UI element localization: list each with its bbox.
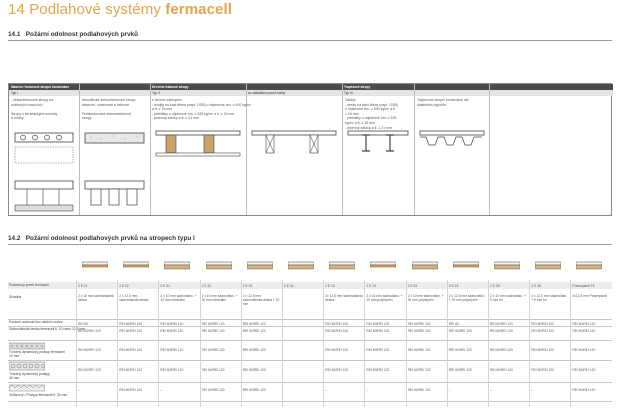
section-14-2-title (8, 235, 195, 242)
floor-element-drawing (247, 259, 273, 272)
table-cell-board: REI 60/REI 120 (490, 329, 513, 333)
table-cell-composition: 2 x 12,5 mm sádrovláknitá deska (119, 294, 149, 303)
row-divider (8, 382, 612, 383)
table-cell-base: – (160, 388, 163, 392)
floor-element-drawing (206, 259, 232, 272)
table-cell-board: REI 60/REI 120 (242, 329, 266, 333)
column-divider (489, 84, 490, 215)
table-cell-fill: REI 60/REI 120 (490, 368, 513, 372)
product-code: 2 E 36 (531, 284, 541, 288)
section-divider (8, 244, 612, 245)
table-cell-fire: REI 60/REI 120 (490, 322, 513, 326)
table-cell-rigid: REI 60/REI 120 (325, 348, 349, 352)
row-label-board: Sádrovláknitá deska fermacell tl. 10 nebo 12,5 mm (9, 327, 86, 331)
table-cell-fire: REI 60/REI 120 (160, 322, 184, 326)
timber-beam-drawing (250, 129, 338, 217)
col2-description: Monolitické železobetonové stropy deskové, vícenosné a žebrové Prefabrikované železobetonové stropy (82, 98, 136, 121)
table-cell-composition: 2 x 10 mm sádrovláknitá deska (78, 294, 114, 303)
header-trapezoid: Trapézové stropy (342, 84, 613, 90)
header-massive: Masivní / betonové stropní konstrukce (9, 84, 150, 90)
fire-resistance-table (8, 254, 612, 407)
table-cell-fill: REI 60/REI 120 (448, 368, 472, 372)
brand-name: fermacell (165, 1, 232, 18)
table-cell-rigid: REI 60/REI 120 (366, 348, 390, 352)
table-cell-fire: REI 60/REI 120 (531, 322, 555, 326)
table-cell-board: REI 60/REI 120 (407, 329, 431, 333)
column-divider (447, 280, 448, 407)
table-cell-composition: 2 x 12,5 mm sádrovlákn. + 9 mm fol. (531, 294, 568, 303)
table-cell-rigid: REI 60/REI 120 (572, 348, 596, 352)
col1-description: - železobetonové stropy na ocelových nosnících Stropy s keramickými nosníky a vložky (11, 98, 58, 121)
row-label-composition: Skladba (9, 295, 22, 299)
row-divider (8, 360, 612, 361)
table-cell-fire: REI 60 (448, 322, 459, 326)
table-cell-composition: 2 x 12,5 mm sádrovlákn. + 20 mm polystyrén (448, 294, 485, 303)
column-divider (79, 84, 80, 215)
table-cell-fire: REI 60/REI 120 (201, 322, 225, 326)
table-cell-base: – (78, 388, 80, 392)
section-heading: Požární odolnost podlahových prvků (25, 31, 138, 38)
column-divider (117, 280, 118, 407)
subheader-type-1: Typ I (9, 90, 150, 96)
product-code: 2 E 34 (284, 284, 294, 288)
floor-element-drawing (453, 259, 479, 272)
floor-element-drawing (288, 259, 314, 272)
chapter-number: 14 (8, 1, 25, 18)
trapezoid-sheet-drawing (418, 129, 486, 217)
column-divider (323, 280, 324, 407)
table-cell-fire: REI 60/REI 120 (407, 322, 431, 326)
table-cell-fire: REI 60 (78, 322, 89, 326)
column-divider (488, 280, 489, 407)
solid-slab-drawing (83, 129, 146, 217)
table-cell-fill: REI 60/REI 120 (407, 368, 431, 372)
row-label-product: Podlahový prvek fermacell (9, 283, 49, 287)
rigid-fill-icon (9, 342, 45, 350)
subheader-type-3: Typ III (342, 90, 613, 96)
table-cell-board: REI 60/REI 120 (78, 329, 101, 333)
table-cell-composition: 2x12,5 mm Powerpanel (572, 294, 608, 298)
table-cell-base: REI 60/REI 120 (119, 388, 143, 392)
product-code: 2 E 14 (366, 284, 376, 288)
table-cell-board: REI 60/REI 120 (201, 329, 225, 333)
table-cell-composition: 2 x 12,5 mm sádrovláknitá deska + 10 mm (242, 294, 280, 307)
table-cell-rigid: REI 60/REI 120 (531, 348, 555, 352)
table-cell-base: – (448, 388, 451, 392)
table-cell-composition: 2 x 10 mm sádrovlákn. + 20 mm polystyrén (366, 294, 403, 303)
table-cell-base: – (490, 388, 492, 392)
table-cell-rigid: REI 60/REI 120 (448, 348, 472, 352)
floor-element-drawing (535, 259, 561, 272)
table-cell-fill: REI 60/REI 120 (325, 368, 349, 372)
timber-joist-drawing (154, 129, 242, 217)
table-cell-fill: REI 60/REI 120 (242, 368, 266, 372)
table-cell-composition: 2 x 10 mm sádrovlákn. + 10 mm minerální (160, 294, 197, 303)
section-heading: Požární odolnost podlahových prvků na stropech typu I (25, 235, 195, 242)
table-cell-rigid: REI 60/REI 120 (242, 348, 266, 352)
table-cell-board: REI 60/REI 120 (160, 329, 184, 333)
column-divider (200, 280, 201, 407)
page-title (8, 1, 232, 18)
col5-description: Trapézové stropní konstrukce dle statického výpočtu (417, 98, 469, 107)
section-divider (8, 40, 612, 41)
product-code: 2 E 22 (119, 284, 129, 288)
table-cell-rigid: REI 60/REI 120 (201, 348, 225, 352)
col3-description: s horním záklopem - dvojitý na bázi dřeva (např. OSB) o objemové hm. ≥ 600 kg/m³ a tl. ≥ 16 mm - překližky o objemové hm. ≥ 525 kg/m³ a tl. ≥ 16 mm - prkenný záklop a tl. ≥ 21 mm (152, 98, 251, 121)
product-code: 2 E 23 (407, 284, 418, 288)
table-cell-board: REI 60/REI 120 (119, 329, 143, 333)
subheader-beams-only: se základním pouze trámy (246, 90, 342, 96)
table-cell-fire: REI 60/REI 120 (119, 322, 143, 326)
table-cell-fill: REI 60/REI 120 (366, 368, 390, 372)
table-cell-base: – (531, 388, 534, 392)
product-code: 2 E 35 (490, 284, 500, 288)
table-cell-base: REI 60/REI 120 (407, 388, 431, 392)
column-divider (364, 280, 365, 407)
column-divider (150, 84, 151, 215)
table-cell-base: REI 60/REI 120 (242, 388, 266, 392)
row-label-rigid: Tvrzený dynamický podsyp fermacell 10 mm (9, 350, 65, 359)
floor-element-drawing (412, 259, 438, 272)
dynamic-fill-icon (9, 361, 45, 371)
floor-element-drawing (123, 259, 149, 272)
table-cell-fill: REI 60/REI 120 (160, 368, 184, 372)
col4-description: Záklop: - desky na bázi dřeva (např. OSB) o objemové hm. ≥ 600 kg/m³ a tl. ≥ 16 mm - překližky o objemové hm. ≥ 525 kg/m³ a tl. ≥ 16 mm - prkenný záklop a tl. ≥ 21 mm (345, 98, 398, 130)
table-cell-base: – (366, 388, 369, 392)
row-label-fire: Požární odolnost bez dalších vrstev (9, 320, 63, 324)
table-cell-rigid: REI 60/REI 120 (160, 348, 184, 352)
product-code: Powerpanel TE (572, 284, 595, 288)
table-cell-board: REI 60/REI 120 (572, 329, 596, 333)
product-code: 2 E 33 (242, 284, 253, 288)
column-divider (529, 280, 530, 407)
table-cell-base: REI 60/REI 120 (572, 388, 596, 392)
section-number: 14.2 (8, 235, 21, 242)
table-cell-board: REI 60/REI 120 (448, 329, 472, 333)
row-divider (8, 326, 612, 327)
table-cell-rigid: REI 60/REI 120 (407, 348, 431, 352)
table-cell-board: REI 60/REI 120 (366, 329, 390, 333)
floor-element-drawing (576, 259, 602, 272)
floor-type-table (8, 83, 612, 216)
product-code: 2 E 31 (160, 284, 170, 288)
table-cell-fill: REI 60/REI 120 (201, 368, 225, 372)
column-divider (342, 84, 343, 215)
table-cell-fire: REI 60/REI 120 (572, 322, 596, 326)
floor-element-drawing (370, 259, 396, 272)
column-divider (414, 84, 415, 215)
column-divider (241, 280, 242, 407)
hollow-slab-drawing (13, 129, 75, 217)
column-divider (158, 280, 159, 407)
column-divider (76, 280, 77, 407)
floor-element-drawing (82, 259, 108, 272)
column-divider (570, 280, 571, 407)
table-cell-fire: REI 60/REI 120 (325, 322, 349, 326)
table-cell-fire: REI 60/REI 120 (366, 322, 390, 326)
table-cell-board: REI 60/REI 120 (531, 329, 555, 333)
floor-element-drawing (494, 259, 520, 272)
product-code: 2 E 11 (78, 284, 88, 288)
section-14-1-title (8, 31, 138, 38)
column-divider (282, 280, 283, 407)
table-cell-base: REI 60/REI 120 (201, 388, 225, 392)
row-divider (8, 340, 612, 341)
table-cell-composition: 2x 12,5 mm sádrovláknitá deska (325, 294, 363, 303)
floor-element-drawing (164, 259, 190, 272)
column-divider (406, 280, 407, 407)
table-cell-rigid: REI 60/REI 120 (78, 348, 101, 352)
table-cell-fill: REI 60/REI 120 (572, 368, 596, 372)
table-cell-fill: REI 60/REI 120 (531, 368, 555, 372)
chapter-title: Podlahové systémy (29, 1, 161, 18)
table-cell-base: – (325, 388, 328, 392)
table-cell-composition: 2 x 10 mm sádrovlákn. + 20 mm minerální (201, 294, 238, 303)
product-code: 2 E 32 (201, 284, 212, 288)
section-number: 14.1 (8, 31, 21, 38)
table-cell-fill: REI 60/REI 120 (78, 368, 101, 372)
table-cell-rigid: REI 60/REI 120 (119, 348, 143, 352)
row-label-fill: Tvrzený dynamický podsyp 30 mm (9, 372, 50, 381)
row-divider (8, 401, 612, 402)
table-cell-board: REI 60/REI 120 (325, 329, 349, 333)
row-divider (8, 319, 612, 320)
steel-beam-drawing (346, 129, 410, 217)
product-code: 2 E 13 (325, 284, 335, 288)
honeycomb-fill-icon (9, 384, 45, 392)
table-cell-rigid: REI 60/REI 120 (490, 348, 513, 352)
product-code: 2 E 24 (448, 284, 459, 288)
table-cell-fill: REI 60/REI 120 (119, 368, 143, 372)
table-cell-composition: 2 x 10 mm sádrovlákn. + 9 mm fol. (490, 294, 527, 303)
subheader-type-2: Typ II (150, 90, 246, 96)
header-timber: Dřevěné trámové stropy (150, 84, 342, 90)
row-label-base: Voštinový / Podsyp fermacell tl. 30 mm (9, 393, 68, 397)
table-cell-composition: 2 x 10 mm sádrovlákn. + 30 mm polystyrén (407, 294, 444, 303)
table-cell-fire: REI 60/REI 120 (242, 322, 266, 326)
floor-element-drawing (329, 259, 355, 272)
